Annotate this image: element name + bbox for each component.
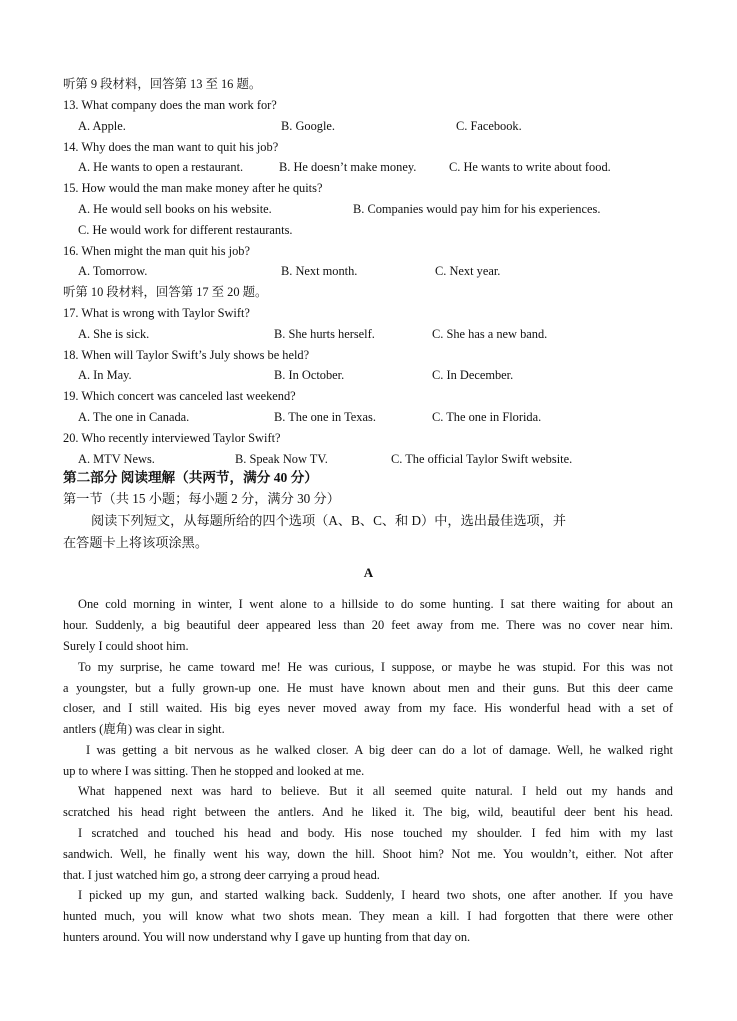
question-16: 16. When might the man quit his job? [63,244,250,258]
passage-line: hunted much, you will know what two shots mean. They mean a kill. I had forgotten that there were other [63,909,673,923]
passage-line: hunters around. You will now understand why I gave up hunting from that day on. [63,930,471,944]
passage-line: scratched his head right between the antlers. And he liked it. The big, wild, beautiful deer bent his head. [63,805,673,819]
q18-option-c: C. In December. [432,368,514,382]
q20-option-c: C. The official Taylor Swift website. [391,452,573,466]
passage-line: a youngster, but a fully grown-up one. He must have known about men and their guns. But this deer came [63,681,673,695]
passage-line: One cold morning in winter, I went alone to a hillside to do some hunting. I sat there waiting for about an [78,597,673,611]
q16-option-a: A. Tomorrow. [78,264,148,278]
q13-option-a: A. Apple. [78,119,126,133]
q18-option-b: B. In October. [274,368,345,382]
q13-option-c: C. Facebook. [456,119,522,133]
passage-line: that. I just watched him go, a strong deer carrying a proud head. [63,868,380,882]
passage-line: sandwich. Well, he finally went his way, down the hill. Shoot him? Not me. You wouldn’t, either. Not after [63,847,673,861]
passage-line: To my surprise, he came toward me! He was curious, I suppose, or maybe he was stupid. For this was not [78,660,673,674]
question-18: 18. When will Taylor Swift’s July shows be held? [63,348,310,362]
passage-line: I was getting a bit nervous as he walked closer. A big deer can do a lot of damage. Well, he walked right [86,743,673,757]
passage-line: antlers (鹿角) was clear in sight. [63,722,225,736]
q16-option-c: C. Next year. [435,264,501,278]
q15-option-a: A. He would sell books on his website. [78,202,272,216]
passage-line: I scratched and touched his head and body. His nose touched my shoulder. I fed him with my last [78,826,673,840]
section-one-title: 第一节（共 15 小题；每小题 2 分，满分 30 分） [63,491,340,506]
q19-option-a: A. The one in Canada. [78,410,190,424]
instruction-line-1: 阅读下列短文，从每题所给的四个选项（A、B、C、和 D）中，选出最佳选项，并 [91,513,567,528]
q17-option-a: A. She is sick. [78,327,150,341]
section-intro-10: 听第 10 段材料，回答第 17 至 20 题。 [63,285,268,299]
q17-option-c: C. She has a new band. [432,327,548,341]
q19-option-c: C. The one in Florida. [432,410,542,424]
q20-option-a: A. MTV News. [78,452,155,466]
q13-option-b: B. Google. [281,119,336,133]
q20-option-b: B. Speak Now TV. [235,452,328,466]
passage-line: up to where I was sitting. Then he stopped and looked at me. [63,764,365,778]
question-14: 14. Why does the man want to quit his job? [63,140,279,154]
q15-option-b: B. Companies would pay him for his experiences. [353,202,601,216]
q14-option-b: B. He doesn’t make money. [279,160,417,174]
question-19: 19. Which concert was canceled last weekend? [63,389,296,403]
question-15: 15. How would the man make money after he quits? [63,181,323,195]
passage-label: A [363,565,374,580]
passage-line: closer, and I still waited. His big eyes never moved away from my face. His wonderful head with a set of [63,701,673,715]
question-20: 20. Who recently interviewed Taylor Swift? [63,431,281,445]
q18-option-a: A. In May. [78,368,132,382]
passage-line: I picked up my gun, and started walking back. Suddenly, I heard two shots, one after another. If you have [78,888,673,902]
passage-line: What happened next was hard to believe. But it all seemed quite natural. I held out my hands and [78,784,673,798]
q15-option-c: C. He would work for different restaurants. [78,223,293,237]
q17-option-b: B. She hurts herself. [274,327,375,341]
instruction-line-2: 在答题卡上将该项涂黑。 [63,535,209,550]
passage-line: Surely I could shoot him. [63,639,189,653]
section-intro-9: 听第 9 段材料，回答第 13 至 16 题。 [63,77,262,91]
q14-option-a: A. He wants to open a restaurant. [78,160,244,174]
q14-option-c: C. He wants to write about food. [449,160,611,174]
part-two-title: 第二部分 阅读理解（共两节，满分 40 分） [63,470,318,485]
q19-option-b: B. The one in Texas. [274,410,376,424]
question-17: 17. What is wrong with Taylor Swift? [63,306,250,320]
question-13: 13. What company does the man work for? [63,98,277,112]
passage-line: hour. Suddenly, a big beautiful deer appeared less than 20 feet away from me. There was no cover near him. [63,618,673,632]
q16-option-b: B. Next month. [281,264,358,278]
